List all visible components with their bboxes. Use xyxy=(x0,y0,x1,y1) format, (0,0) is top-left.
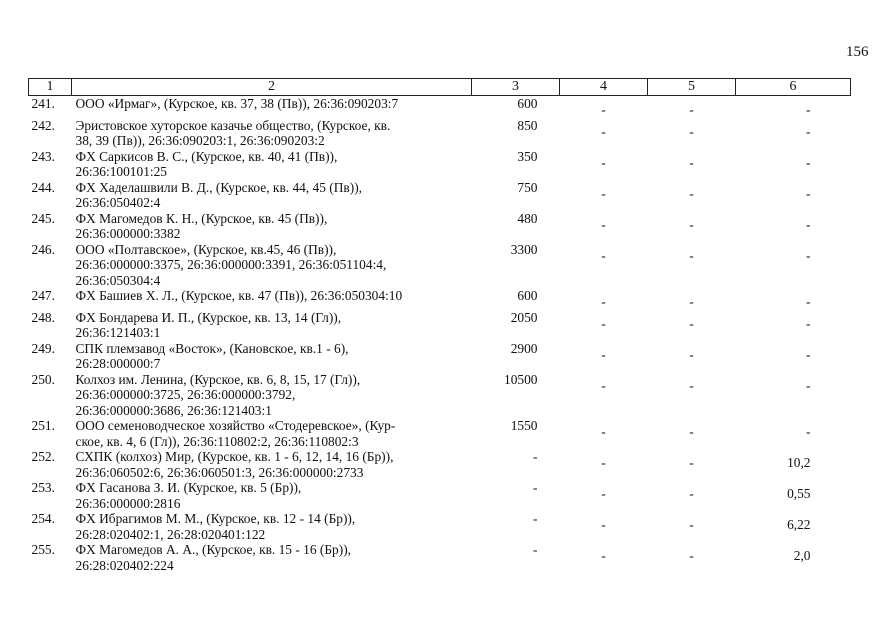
value-col-5: - xyxy=(689,377,694,393)
value-col-3: 480 xyxy=(517,210,538,226)
value-col-3: - xyxy=(533,542,538,557)
row-number: 246. xyxy=(31,241,55,257)
value-col-6: - xyxy=(806,154,811,170)
header-col-5: 5 xyxy=(648,79,736,96)
description-line: 38, 39 (Пв)), 26:36:090203:1, 26:36:090203:2 xyxy=(75,133,325,148)
header-col-3: 3 xyxy=(472,79,560,96)
description-line: ООО «Полтавское», (Курское, кв.45, 46 (Пв)), xyxy=(75,241,337,257)
table-row xyxy=(29,372,851,419)
description-line: ФХ Магомедов К. Н., (Курское, кв. 45 (Пв)), xyxy=(75,210,328,226)
description-line: ское, кв. 4, 6 (Гл)), 26:36:110802:2, 26:36:110802:3 xyxy=(75,433,359,449)
value-col-5: - xyxy=(689,424,694,439)
row-description xyxy=(72,149,472,180)
value-col-6: - xyxy=(806,123,811,139)
description-line: 26:36:050402:4 xyxy=(75,195,161,210)
value-col-3: 10500 xyxy=(504,371,538,387)
description-line: ФХ Гасанова З. И. (Курское, кв. 5 (Бр)), xyxy=(75,480,302,495)
value-col-3: - xyxy=(533,449,538,464)
value-col-5: - xyxy=(689,294,694,309)
value-col-4: - xyxy=(601,247,606,263)
table-row xyxy=(29,211,851,242)
value-col-4: - xyxy=(601,123,606,139)
description-line: 26:36:000000:3686, 26:36:121403:1 xyxy=(75,402,272,418)
row-description xyxy=(72,511,472,542)
description-line: ФХ Бондарева И. П., (Курское, кв. 13, 14 (Гл)), xyxy=(75,309,342,325)
row-description xyxy=(72,288,472,310)
description-line: СПК племзавод «Восток», (Кановское, кв.1 - 6), xyxy=(75,340,349,356)
value-col-5: - xyxy=(689,185,694,201)
row-number: 251. xyxy=(31,418,55,433)
description-line: ФХ Магомедов А. А., (Курское, кв. 15 - 16 (Бр)), xyxy=(75,542,352,557)
table-row xyxy=(29,542,851,573)
description-line: Колхоз им. Ленина, (Курское, кв. 6, 8, 15, 17 (Гл)), xyxy=(75,371,361,387)
description-line: 26:36:000000:3725, 26:36:000000:3792, xyxy=(75,387,296,402)
value-col-6: - xyxy=(806,377,811,393)
value-col-4: - xyxy=(601,185,606,201)
description-line: 26:36:050304:4 xyxy=(75,272,161,288)
row-number: 252. xyxy=(31,449,55,464)
row-description xyxy=(72,96,472,118)
value-col-5: - xyxy=(689,216,694,232)
description-line: СХПК (колхоз) Мир, (Курское, кв. 1 - 6, 12, 14, 16 (Бр)), xyxy=(75,449,394,464)
row-description xyxy=(72,118,472,149)
value-col-4: - xyxy=(601,346,606,362)
page-number: 156 xyxy=(846,44,869,60)
description-line: ФХ Хаделашвили В. Д., (Курское, кв. 44, 45 (Пв)), xyxy=(75,179,362,195)
description-line: 26:36:000000:2816 xyxy=(75,495,181,511)
value-col-4: - xyxy=(601,377,606,393)
row-description xyxy=(72,180,472,211)
description-line: 26:36:121403:1 xyxy=(75,325,161,340)
value-col-5: - xyxy=(689,486,694,501)
row-number: 253. xyxy=(31,480,55,495)
value-col-3: 600 xyxy=(517,288,538,303)
description-line: ФХ Ибрагимов М. М., (Курское, кв. 12 - 14 (Бр)), xyxy=(75,511,356,526)
row-number: 241. xyxy=(31,96,55,111)
row-description xyxy=(72,480,472,511)
description-line: 26:28:020402:1, 26:28:020401:122 xyxy=(75,526,266,542)
value-col-6: - xyxy=(806,315,811,331)
value-col-4: - xyxy=(601,294,606,309)
row-number: 247. xyxy=(31,288,55,303)
value-col-4: - xyxy=(601,517,606,532)
table-row xyxy=(29,96,851,118)
table-row xyxy=(29,180,851,211)
row-number: 250. xyxy=(31,371,55,387)
header-col-4: 4 xyxy=(560,79,648,96)
land-allocation-table xyxy=(28,78,851,573)
row-description xyxy=(72,542,472,573)
value-col-3: - xyxy=(533,480,538,495)
row-description xyxy=(72,211,472,242)
table-row xyxy=(29,118,851,149)
row-description xyxy=(72,372,472,419)
value-col-3: - xyxy=(533,511,538,526)
value-col-5: - xyxy=(689,315,694,331)
table-row xyxy=(29,511,851,542)
value-col-6: - xyxy=(806,346,811,362)
table-row xyxy=(29,242,851,289)
header-col-6: 6 xyxy=(736,79,851,96)
value-col-6: - xyxy=(806,102,811,117)
row-description xyxy=(72,310,472,341)
value-col-5: - xyxy=(689,102,694,117)
value-col-6: 2,0 xyxy=(793,548,811,563)
row-number: 243. xyxy=(31,148,55,164)
header-col-2: 2 xyxy=(72,79,472,96)
row-description xyxy=(72,242,472,289)
row-description xyxy=(72,418,472,449)
value-col-4: - xyxy=(601,455,606,470)
value-col-5: - xyxy=(689,517,694,532)
table-row xyxy=(29,449,851,480)
value-col-6: - xyxy=(806,424,811,439)
value-col-3: 350 xyxy=(517,148,538,164)
value-col-4: - xyxy=(601,424,606,439)
value-col-6: - xyxy=(806,185,811,201)
row-number: 244. xyxy=(31,179,55,195)
description-line: Эристовское хуторское казачье общество, (Курское, кв. xyxy=(75,117,391,133)
value-col-3: 2050 xyxy=(510,309,538,325)
value-col-3: 2900 xyxy=(510,340,538,356)
value-col-4: - xyxy=(601,102,606,117)
value-col-4: - xyxy=(601,486,606,501)
row-description xyxy=(72,341,472,372)
description-line: ООО семеноводческое хозяйство «Стодеревское», (Кур- xyxy=(75,418,396,433)
table-row xyxy=(29,288,851,310)
table-row xyxy=(29,310,851,341)
value-col-5: - xyxy=(689,548,694,563)
description-line: ООО «Ирмаг», (Курское, кв. 37, 38 (Пв)), 26:36:090203:7 xyxy=(75,96,399,111)
value-col-4: - xyxy=(601,154,606,170)
row-number: 255. xyxy=(31,542,55,557)
value-col-6: 0,55 xyxy=(787,486,811,501)
value-col-5: - xyxy=(689,346,694,362)
value-col-5: - xyxy=(689,455,694,470)
value-col-6: - xyxy=(806,247,811,263)
value-col-3: 750 xyxy=(517,179,538,195)
value-col-5: - xyxy=(689,247,694,263)
description-line: 26:36:000000:3375, 26:36:000000:3391, 26:36:051104:4, xyxy=(75,257,387,272)
value-col-6: 10,2 xyxy=(787,455,811,470)
value-col-5: - xyxy=(689,123,694,139)
value-col-6: - xyxy=(806,294,811,309)
table-row xyxy=(29,341,851,372)
row-number: 249. xyxy=(31,340,55,356)
header-col-1: 1 xyxy=(29,79,72,96)
value-col-6: 6,22 xyxy=(787,517,811,532)
value-col-4: - xyxy=(601,548,606,563)
description-line: ФХ Саркисов В. С., (Курское, кв. 40, 41 (Пв)), xyxy=(75,148,338,164)
table-body xyxy=(29,96,851,574)
value-col-5: - xyxy=(689,154,694,170)
row-number: 242. xyxy=(31,117,55,133)
description-line: ФХ Башиев Х. Л., (Курское, кв. 47 (Пв)), 26:36:050304:10 xyxy=(75,288,403,303)
description-line: 26:36:060502:6, 26:36:060501:3, 26:36:000000:2733 xyxy=(75,464,364,480)
row-description xyxy=(72,449,472,480)
description-line: 26:28:000000:7 xyxy=(75,356,161,371)
description-line: 26:36:100101:25 xyxy=(75,164,168,179)
value-col-3: 850 xyxy=(517,117,538,133)
table-row xyxy=(29,418,851,449)
row-number: 245. xyxy=(31,210,55,226)
header-row xyxy=(29,79,851,96)
value-col-4: - xyxy=(601,315,606,331)
description-line: 26:28:020402:224 xyxy=(75,557,174,573)
row-number: 248. xyxy=(31,309,55,325)
description-line: 26:36:000000:3382 xyxy=(75,226,181,241)
value-col-3: 600 xyxy=(517,96,538,111)
value-col-3: 1550 xyxy=(510,418,538,433)
value-col-6: - xyxy=(806,216,811,232)
value-col-4: - xyxy=(601,216,606,232)
value-col-3: 3300 xyxy=(510,241,538,257)
table-header xyxy=(29,79,851,96)
table-row xyxy=(29,149,851,180)
row-number: 254. xyxy=(31,511,55,526)
table-row xyxy=(29,480,851,511)
